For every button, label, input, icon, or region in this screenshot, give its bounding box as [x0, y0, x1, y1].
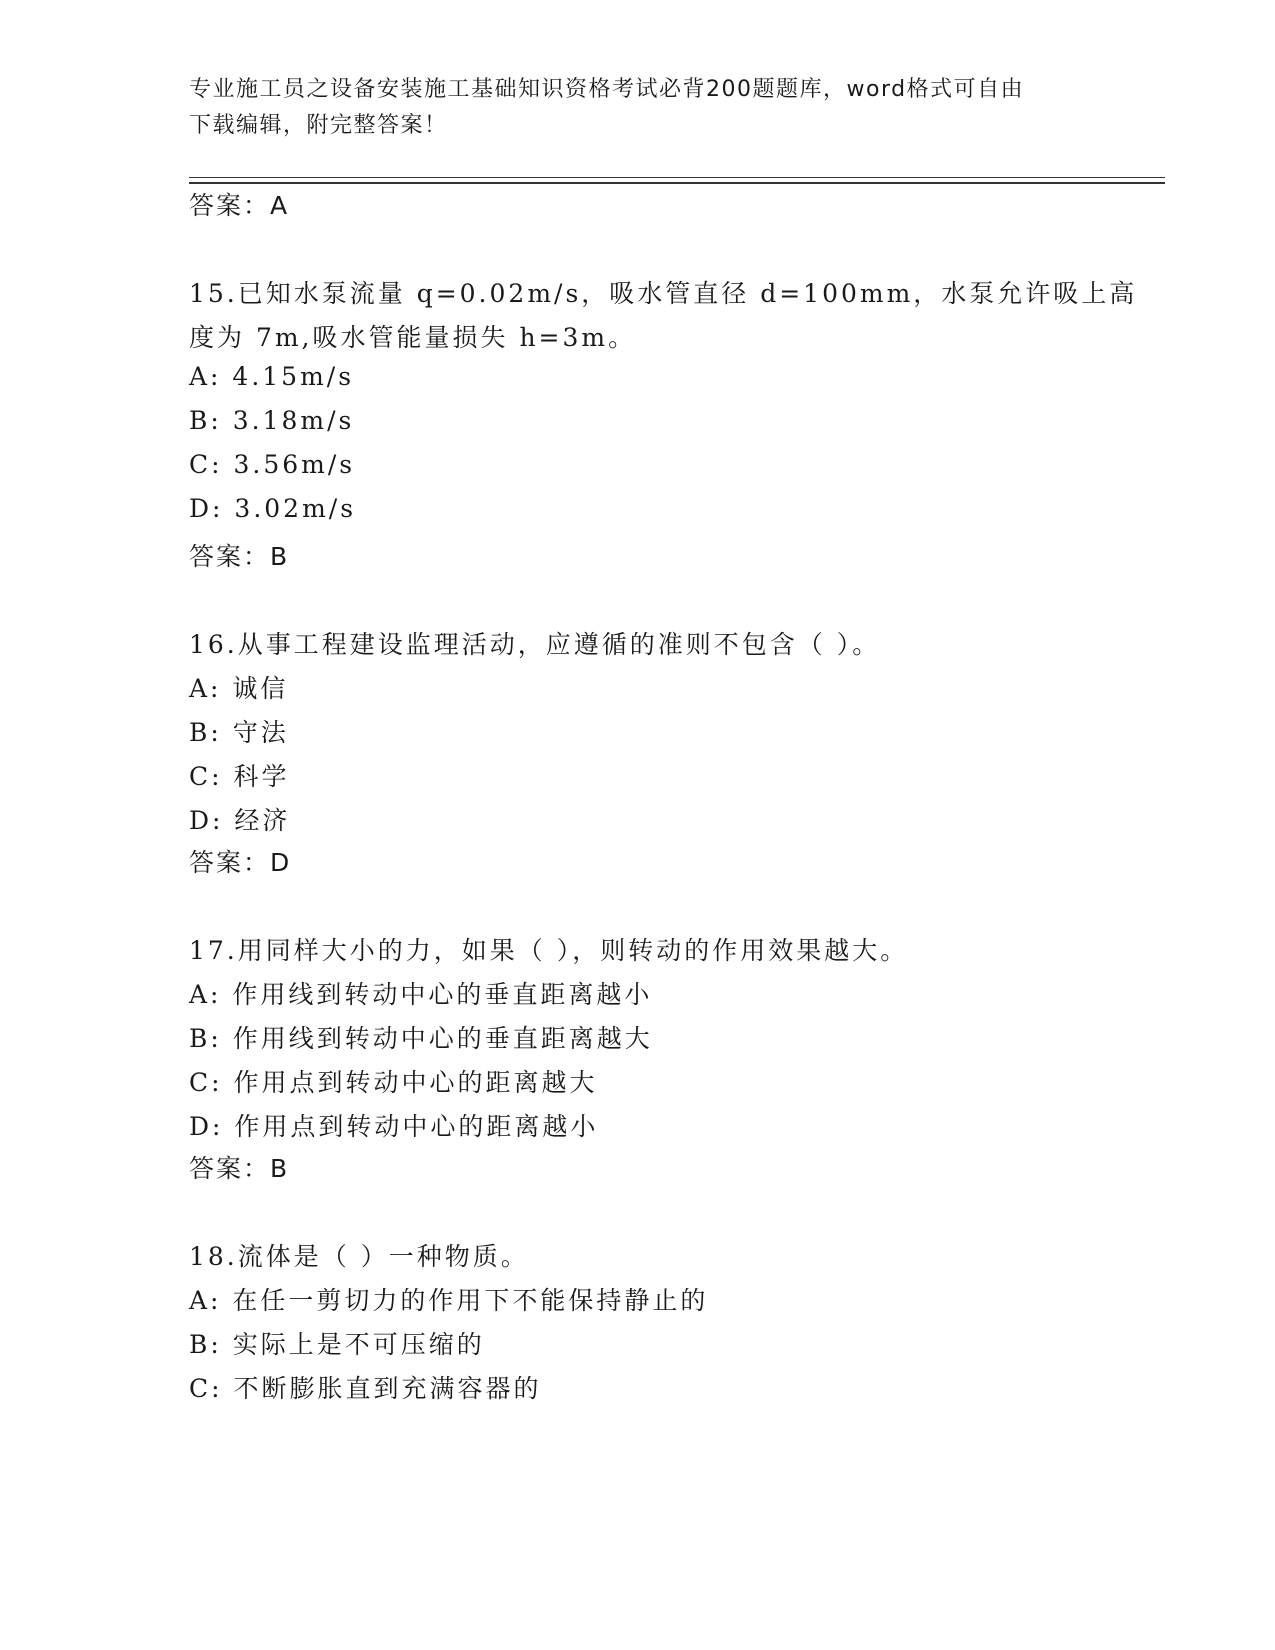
question-15-option-d: D: 3.02m/s: [189, 494, 357, 523]
question-17-stem: 17.用同样大小的力，如果（ ），则转动的作用效果越大。: [189, 936, 909, 965]
question-15-option-c: C: 3.56m/s: [189, 450, 356, 479]
question-17-option-b: B: 作用线到转动中心的垂直距离越大: [189, 1024, 653, 1053]
question-18-option-b: B: 实际上是不可压缩的: [189, 1330, 485, 1359]
question-16-option-b: B: 守法: [189, 718, 289, 747]
question-15-stem-line1: 15.已知水泵流量 q=0.02m/s，吸水管直径 d=100mm，水泵允许吸上高: [189, 279, 1138, 308]
question-15-stem-line2: 度为 7m,吸水管能量损失 h=3m。: [189, 323, 637, 352]
question-16-stem: 16.从事工程建设监理活动，应遵循的准则不包含（ ）。: [189, 630, 881, 659]
header-line-1: 专业施工员之设备安装施工基础知识资格考试必背200题题库，word格式可自由: [189, 77, 1025, 102]
question-16-option-d: D: 经济: [189, 806, 291, 835]
question-16-option-c: C: 科学: [189, 762, 290, 791]
question-17-answer: 答案：B: [189, 1154, 290, 1183]
question-16-answer: 答案：D: [189, 848, 292, 877]
question-16-option-a: A: 诚信: [189, 674, 289, 703]
question-17-option-d: D: 作用点到转动中心的距离越小: [189, 1112, 599, 1141]
question-15-option-b: B: 3.18m/s: [189, 406, 355, 435]
answer-prev: 答案：A: [189, 191, 290, 220]
header-line-2: 下载编辑，附完整答案！: [189, 113, 448, 138]
page-header: [189, 72, 1089, 144]
question-15-answer: 答案：B: [189, 542, 290, 571]
question-17-option-c: C: 作用点到转动中心的距离越大: [189, 1068, 598, 1097]
question-18-stem: 18.流体是（ ）一种物质。: [189, 1242, 529, 1271]
question-18-option-c: C: 不断膨胀直到充满容器的: [189, 1374, 542, 1403]
question-18-option-a: A: 在任一剪切力的作用下不能保持静止的: [189, 1286, 709, 1315]
header-divider-thin: [189, 177, 1165, 178]
question-15-option-a: A: 4.15m/s: [189, 362, 355, 391]
header-divider-thick: [189, 182, 1165, 184]
question-17-option-a: A: 作用线到转动中心的垂直距离越小: [189, 980, 653, 1009]
